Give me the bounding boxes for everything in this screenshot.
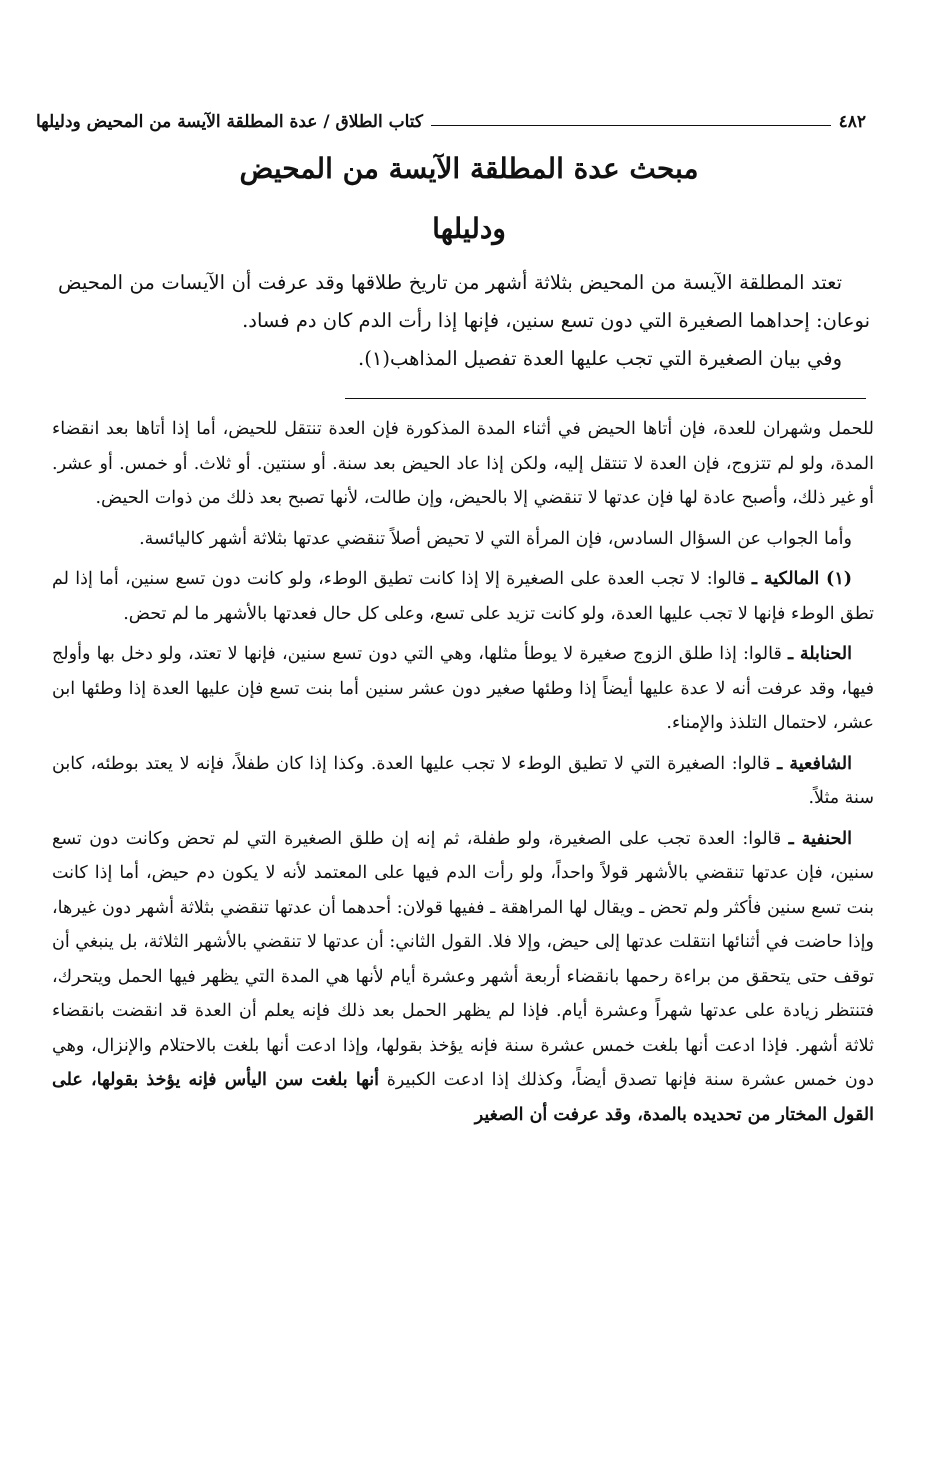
footnote-maliki: [52, 562, 874, 631]
main-text: [58, 264, 870, 378]
footnote-separator: [345, 398, 866, 399]
header-rule: [431, 125, 831, 126]
footnote-text: قالوا: إذا طلق الزوج صغيرة لا يوطأ مثلها، وهي التي دون تسع سنين، فإنها لا تعتد، ولو دخل بها وأولج فيها، وقد عرفت أنه لا عدة عليها أيضاً إذا وطئها صغير دون عشر سنين أما بنت تسع فإن عليها العدة إذا وطئها ابن عشر، لاحتمال التلذذ والإمناء.: [52, 644, 874, 733]
running-header: [36, 112, 866, 132]
footnote-text: قالوا: الصغيرة التي لا تطيق الوطء لا تجب عليها العدة. وكذا إذا كان طفلاً، فإنه لا يعتد بوطئه، كابن سنة مثلاً.: [52, 753, 874, 808]
section-title: مبحث عدة المطلقة الآيسة من المحيض: [239, 152, 699, 185]
footnote-hanafi: [52, 822, 874, 1133]
footnotes: [52, 412, 874, 1138]
school-name: الشافعية ـ: [777, 753, 853, 774]
school-name: (١) المالكية ـ: [751, 569, 852, 589]
school-name: الحنابلة ـ: [788, 644, 852, 664]
main-paragraph: وفي بيان الصغيرة التي تجب عليها العدة تفصيل المذاهب(١).: [358, 347, 842, 370]
running-title: كتاب الطلاق / عدة المطلقة الآيسة من المحيض ودليلها: [36, 112, 424, 132]
footnote-hanbali: [52, 637, 874, 741]
section-title-continued: ودليلها: [432, 212, 506, 245]
school-name: الحنفية ـ: [788, 828, 852, 849]
footnote-shafii: [52, 747, 874, 816]
footnote-text-bold: أنها بلغت سن اليأس فإنه يؤخذ بقولها، على القول المختار من تحديده بالمدة، وقد عرفت أن الصغير: [52, 1070, 874, 1125]
footnote-text: قالوا: العدة تجب على الصغيرة، ولو طفلة، ثم إنه إن طلق الصغيرة التي لم تحض وكانت دون تسع سنين، فإن عدتها تنقضي بالأشهر قولاً واحداً، ولو رأت الدم فيها على المعتمد لأنه لا يكون دم حيض، أما إذا كانت بنت تسع سنين فأكثر ولم تحض ـ ويقال لها المراهقة ـ ففيها قولان: أحدهما أن عدتها تنقضي بثلاثة أشهر دون غيرها، وإذا حاضت في أثنائها انتقلت عدتها إلى حيض، وإلا فلا. القول الثاني: أن عدتها لا تنقضي بالأشهر الثلاثة، بل ينبغي أن توقف حتى يتحقق من براءة رحمها بانقضاء أربعة أشهر وعشرة أيام لأنها هي المدة التي يظهر فيها الحمل ويتحرك، فتنتظر زيادة على عدتها شهراً وعشرة أيام. فإذا لم يظهر الحمل بعد ذلك فإنه يعلم أن العدة قد انقضت بانقضاء ثلاثة أشهر. فإذا ادعت أنها بلغت خمس عشرة سنة فإنه يؤخذ بقولها، وإذا ادعت أنها بلغت بالاحتلام والإنزال، وهي دون خمس عشرة سنة فإنها تصدق أيضاً، وكذلك إذا ادعت الكبيرة: [52, 828, 874, 1090]
main-paragraph: تعتد المطلقة الآيسة من المحيض بثلاثة أشهر من تاريخ طلاقها وقد عرفت أن الآيسات من المحيض نوعان: إحداهما الصغيرة التي دون تسع سنين، فإنها إذا رأت الدم كان دم فساد.: [58, 271, 870, 332]
footnote-paragraph: للحمل وشهران للعدة، فإن أتاها الحيض في أثناء المدة المذكورة فإن العدة تنتقل للحيض، أما إذا أتاها بعد انقضاء المدة، ولو لم تتزوج، فإن العدة لا تنتقل إليه، ولكن إذا عاد الحيض بعد سنة. أو سنتين. أو ثلاث. أو خمس. أو عشر. أو غير ذلك، وأصبح عادة لها فإن عدتها لا تنقضي إلا بالحيض، وإن طالت، لأنها تصبح بعد ذلك من ذوات الحيض.: [52, 419, 874, 508]
page-number: ٤٨٢: [838, 112, 866, 132]
footnote-text: قالوا: لا تجب العدة على الصغيرة إلا إذا كانت تطيق الوطء، ولو كانت دون تسع سنين، أما إذا لم تطق الوطء فإنها لا تجب عليها العدة، ولو كانت تزيد على تسع، وعلى كل حال فعدتها بالأشهر ما لم تحض.: [52, 569, 874, 624]
footnote-paragraph: وأما الجواب عن السؤال السادس، فإن المرأة التي لا تحيض أصلاً تنقضي عدتها بثلاثة أشهر كاليائسة.: [139, 528, 852, 549]
